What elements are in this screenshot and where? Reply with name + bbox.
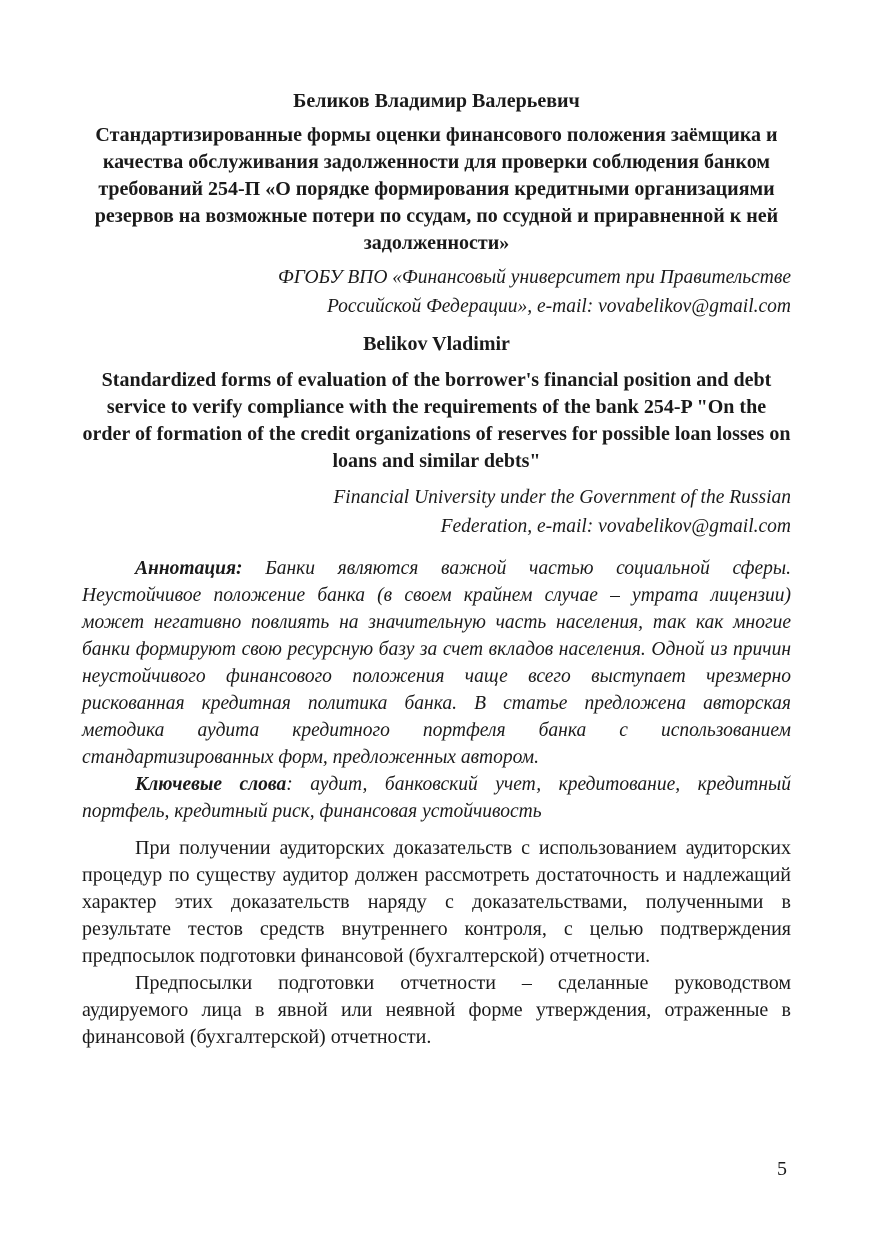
author-name-en: Belikov Vladimir [363, 333, 510, 355]
abstract [82, 555, 791, 771]
affiliation-en-line2: Federation, e-mail: vovabelikov@gmail.com [440, 516, 791, 537]
abstract-text: Банки являются важной частью социальной сферы. Неустойчивое положение банка (в своем крайнем случае – утрата лицензии) может негативно повлиять на значительную часть населения, так как многие банки формируют свою ресурсную базу за счет вкладов населения. Одной из причин неустойчивого финансового положения чаще всего выступает чрезмерно рискованная кредитная политика банка. В статье предложена авторская методика аудита кредитного портфеля банка с использованием стандартизированных форм, предложенных автором. [82, 558, 791, 768]
article-title-en: Standardized forms of evaluation of the borrower's financial position and debt service to verify compliance with the requirements of the bank 254-P "On the order of formation of the credit organizations of reserves for possible loan losses on loans and similar debts" [82, 369, 791, 472]
article-title-ru: Стандартизированные формы оценки финансового положения заёмщика и качества обслуживания задолженности для проверки соблюдения банком требований 254-П «О порядке формирования кредитными организациями резервов на возможные потери по ссудам, по ссудной и приравненной к ней задолженности» [94, 124, 779, 254]
page-content [82, 84, 791, 1051]
keywords [82, 771, 791, 825]
author-name-ru: Беликов Владимир Валерьевич [293, 90, 580, 112]
keywords-label: Ключевые слова [135, 774, 287, 795]
affiliation-ru-line1: ФГОБУ ВПО «Финансовый университет при Правительстве [278, 267, 791, 288]
body-paragraph-1: При получении аудиторских доказательств с использованием аудиторских процедур по существу аудитор должен рассмотреть достаточность и надлежащий характер этих доказательств наряду с доказательствами, полученными в результате тестов средств внутреннего контроля, с целью подтверждения предпосылок подготовки финансовой (бухгалтерской) отчетности. [82, 837, 791, 967]
body-paragraph-2: Предпосылки подготовки отчетности – сделанные руководством аудируемого лица в явной или неявной форме утверждения, отраженные в финансовой (бухгалтерской) отчетности. [82, 972, 791, 1048]
page-number: 5 [777, 1158, 787, 1180]
affiliation-ru [82, 263, 791, 321]
affiliation-ru-line2: Российской Федерации», e-mail: vovabelikov@gmail.com [326, 296, 791, 317]
abstract-label: Аннотация: [135, 558, 243, 579]
keywords-text: : аудит, банковский учет, кредитование, кредитный портфель, кредитный риск, финансовая устойчивость [82, 774, 791, 822]
affiliation-en [82, 483, 791, 541]
affiliation-en-line1: Financial University under the Government of the Russian [333, 487, 791, 508]
